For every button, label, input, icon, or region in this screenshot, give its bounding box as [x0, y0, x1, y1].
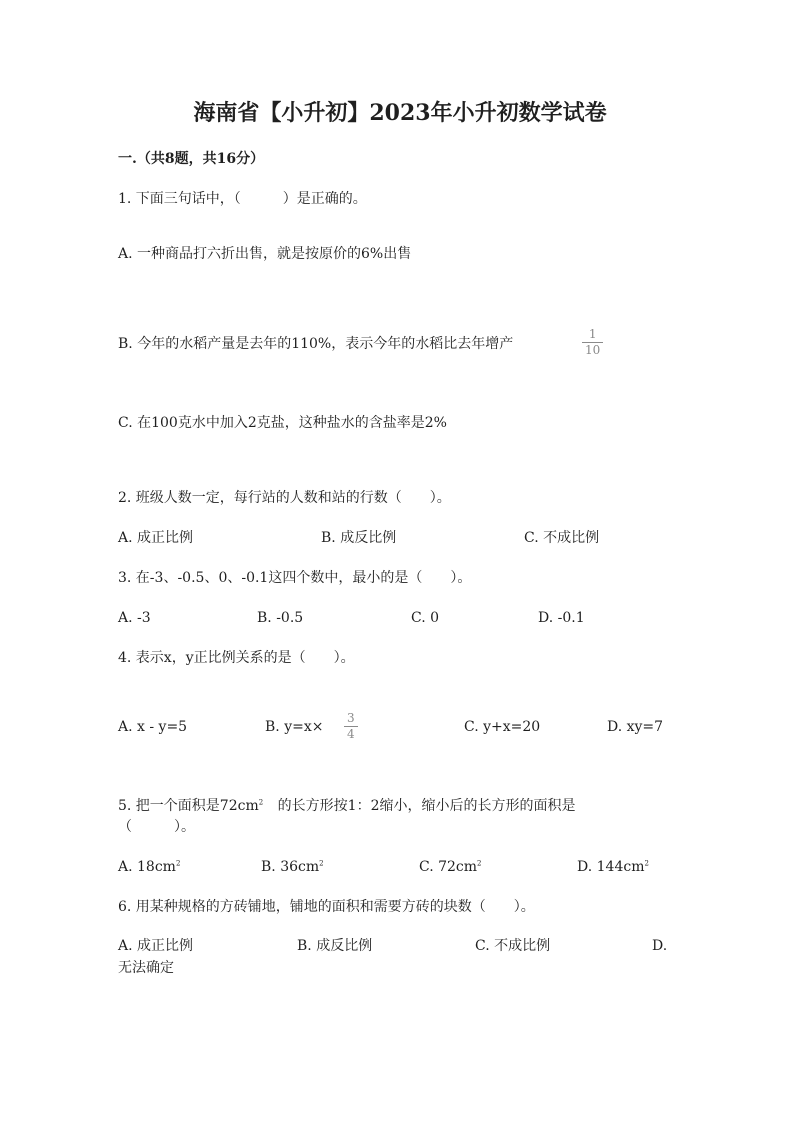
question-5-stem-part2: 的长方形按1：2缩小，缩小后的长方形的面积是: [277, 798, 576, 814]
question-3-stem: 3. 在-3、-0.5、0、-0.1这四个数中，最小的是（ ）。: [118, 570, 472, 586]
superscript-2: 2: [477, 859, 482, 868]
section-heading: 一.（共8题，共16分）: [118, 151, 265, 167]
question-5-stem-line2: （ ）。: [118, 819, 195, 835]
question-6-option-d-label: D.: [652, 938, 668, 954]
question-1-option-a: A. 一种商品打六折出售，就是按原价的6%出售: [118, 246, 412, 262]
question-4-option-d: D. xy=7: [607, 719, 664, 735]
question-1-stem: 1. 下面三句话中，（ ）是正确的。: [118, 191, 367, 207]
question-1-fraction: [582, 328, 603, 357]
question-5-option-c: [419, 858, 482, 876]
question-4-option-c: C. y+x=20: [464, 719, 541, 735]
question-6-option-b: B. 成反比例: [297, 938, 373, 954]
option-text: C. 72cm: [419, 859, 478, 875]
question-2-option-a: A. 成正比例: [118, 530, 194, 546]
question-2-stem: 2. 班级人数一定，每行站的人数和站的行数（ ）。: [118, 490, 451, 506]
fraction-denominator: 4: [347, 727, 355, 741]
question-4-fraction: [344, 712, 358, 741]
question-5-stem-part1: 5. 把一个面积是72cm: [118, 798, 259, 814]
question-2-option-b: B. 成反比例: [321, 530, 397, 546]
question-5-option-d: [577, 858, 649, 876]
superscript-2: 2: [175, 859, 181, 868]
question-5-option-a: [118, 858, 180, 876]
option-text: A. 18cm: [118, 859, 176, 875]
question-2-option-c: C. 不成比例: [524, 530, 600, 546]
fraction-numerator: 3: [347, 711, 355, 725]
fraction-denominator: 10: [585, 343, 601, 357]
question-1-option-b: B. 今年的水稻产量是去年的110%，表示今年的水稻比去年增产: [118, 336, 514, 352]
question-5-stem: [118, 797, 576, 815]
superscript-2: 2: [644, 859, 649, 868]
question-3-option-d: D. -0.1: [538, 610, 585, 626]
question-4-option-a: A. x - y=5: [118, 719, 188, 735]
question-6-option-c: C. 不成比例: [475, 938, 551, 954]
superscript-2: 2: [319, 859, 324, 868]
question-6-option-d-text: 无法确定: [118, 960, 174, 976]
option-text: D. 144cm: [577, 859, 645, 875]
question-6-stem: 6. 用某种规格的方砖铺地，铺地的面积和需要方砖的块数（ ）。: [118, 899, 535, 915]
question-4-stem: 4. 表示x，y正比例关系的是（ ）。: [118, 650, 355, 666]
question-4-option-b: B. y=x×: [265, 719, 324, 735]
question-3-option-a: A. -3: [118, 610, 151, 626]
page-title: 海南省【小升初】2023年小升初数学试卷: [193, 100, 607, 126]
question-5-option-b: [261, 858, 324, 876]
question-3-option-b: B. -0.5: [257, 610, 304, 626]
option-text: B. 36cm: [261, 859, 320, 875]
question-3-option-c: C. 0: [411, 610, 440, 626]
superscript-2: 2: [258, 798, 264, 807]
question-6-option-a: A. 成正比例: [118, 938, 194, 954]
fraction-numerator: 1: [588, 327, 597, 341]
question-1-option-c: C. 在100克水中加入2克盐，这种盐水的含盐率是2%: [118, 415, 447, 431]
